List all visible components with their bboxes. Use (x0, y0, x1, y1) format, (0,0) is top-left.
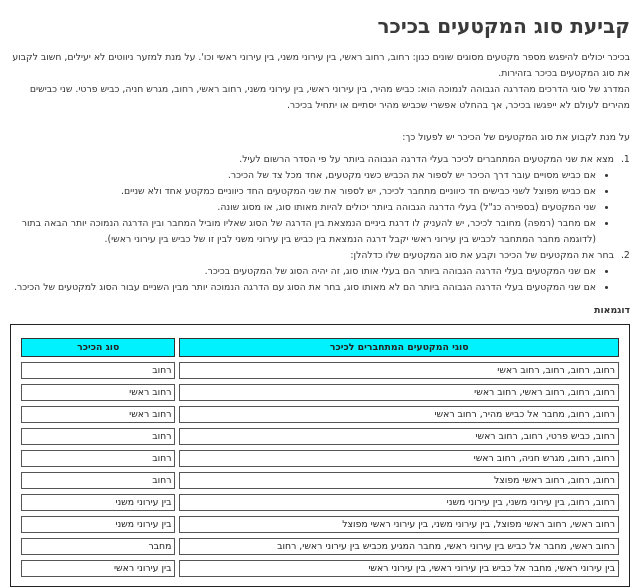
header-roundabout-type: סוג הכיכר (21, 338, 175, 357)
segments-cell: רחוב, כביש פרטי, רחוב, רחוב ראשי (179, 428, 619, 445)
segments-cell: רחוב, רחוב, מגרש חניה, רחוב ראשי (179, 450, 619, 467)
step-text: בחר את המקטעים של הכיכר וקבע את סוג המקטעים שלו כדלהלן: (350, 250, 614, 261)
roundabout-type-cell: רחוב (21, 428, 175, 445)
table-row (21, 560, 619, 577)
step-item (10, 248, 618, 296)
roundabout-type-cell: בין עירוני משני (21, 494, 175, 511)
examples-table-frame (10, 324, 630, 587)
segments-cell: רחוב, רחוב, מחבר אל כביש מהיר, רחוב ראשי (179, 406, 619, 423)
segments-cell: רחוב, רחוב, רחוב ראשי מפוצל (179, 472, 619, 489)
roundabout-type-cell: רחוב ראשי (21, 384, 175, 401)
bullet-item: • אם שני המקטעים בעלי הדרגה הגבוהה ביותר הם לא מאותו סוג, בחר את הסוג עם הדרגה הנמוכה יותר מבין השניים עבור הסוג למקטעים של הכיכר. (10, 280, 596, 296)
table-header-row (21, 338, 619, 357)
roundabout-type-cell: רחוב (21, 450, 175, 467)
step-text: מצא את שני המקטעים המתחברים לכיכר בעלי הדרגה הגבוהה ביותר על פי הסדר הרשום לעיל. (239, 154, 614, 165)
bullet-item: • אם שני המקטעים בעלי הדרגה הגבוהה ביותר הם בעלי אותו סוג, זה יהיה הסוג של המקטעים בכיכר. (10, 264, 596, 280)
step-bullets (10, 168, 614, 248)
table-row (21, 516, 619, 533)
intro-paragraph: בכיכר יכולים להיפגש מספר מקטעים מסוגים שונים כגון: רחוב, רחוב ראשי, בין עירוני משני, בין עירוני ראשי וכו'. על מנת למזער ניווטים לא יעילים, חשוב לקבוע את סוג המקטעים בכיכר בזהירות. (12, 52, 630, 79)
bullet-item: • אם כביש מפוצל לשני כבישים חד כיווניים מתחבר לכיכר, יש לספור את שני המקטעים החד כיווניים כמקטע אחד ולא שניים. (10, 184, 596, 200)
roundabout-type-cell: בין עירוני משני (21, 516, 175, 533)
bullet-item: • אם מחבר (רמפה) מחובר לכיכר, יש להעניק לו דרגת ביניים הנמצאת בין הדרגה של הסוג שאליו מוביל המחבר ובין הדרגה הנמוכה יותר הבאה בתור (לדוגמה מחבר המתחבר לכביש בין עירוני ראשי יקבל דרגה הנמצאת בין כביש בין עירוני משני לבין זו של כביש בין עירוני ראשי). (10, 216, 596, 248)
roundabout-type-cell: מחבר (21, 538, 175, 555)
header-segment-types: סוגי המקטעים המתחברים לכיכר (179, 338, 619, 357)
table-row (21, 538, 619, 555)
table-row (21, 362, 619, 379)
segments-cell: רחוב ראשי, מחבר אל כביש בין עירוני ראשי, מחבר המגיע מכביש בין עירוני ראשי, רחוב (179, 538, 619, 555)
step-item (10, 152, 618, 248)
page-title: קביעת סוג המקטעים בכיכר (377, 14, 630, 38)
roundabout-type-cell: בין עירוני ראשי (21, 560, 175, 577)
table-body (21, 362, 619, 577)
table-row (21, 494, 619, 511)
step-bullets (10, 264, 614, 296)
segments-cell: רחוב, רחוב, רחוב, רחוב ראשי (179, 362, 619, 379)
segments-cell: רחוב, רחוב, רחוב ראשי, רחוב ראשי (179, 384, 619, 401)
table-row (21, 450, 619, 467)
table-row (21, 472, 619, 489)
hierarchy-paragraph: המדרג של סוגי הדרכים מהדרגה הגבוהה לנמוכה הוא: כביש מהיר, בין עירוני ראשי, בין עירוני משני, רחוב ראשי, רחוב, מגרש חניה, כביש פרטי. שני כבישים מהירים לעולם לא ייפגשו בכיכר, אך בהחלט אפשרי שכביש מהיר יסתיים או יתחיל בכיכר. (29, 84, 630, 111)
examples-title: דוגמאות (594, 305, 630, 316)
spacer (10, 114, 630, 130)
table-row (21, 406, 619, 423)
segments-cell: רחוב, רחוב, בין עירוני משני, בין עירוני משני (179, 494, 619, 511)
table-row (21, 384, 619, 401)
bullet-item: • שני המקטעים (בספירה כנ"ל) בעלי הדרגה הגבוהה ביותר יכולים להיות מאותו סוג, או מסוג שונה. (10, 200, 596, 216)
roundabout-type-cell: רחוב (21, 472, 175, 489)
procedure-intro: על מנת לקבוע את סוג המקטעים של הכיכר יש לפעול כך: (402, 132, 630, 143)
table-row (21, 428, 619, 445)
examples-table (17, 333, 623, 582)
roundabout-type-cell: רחוב (21, 362, 175, 379)
segments-cell: בין עירוני ראשי, מחבר אל כביש בין עירוני ראשי, בין עירוני ראשי (179, 560, 619, 577)
segments-cell: רחוב ראשי, רחוב ראשי מפוצל, בין עירוני משני, בין עירוני ראשי מפוצל (179, 516, 619, 533)
roundabout-type-cell: רחוב ראשי (21, 406, 175, 423)
steps-list (10, 152, 630, 296)
bullet-item: • אם כביש מסויים עובר דרך הכיכר יש לספור את הכביש כשני מקטעים, אחד מכל צד של הכיכר. (10, 168, 596, 184)
